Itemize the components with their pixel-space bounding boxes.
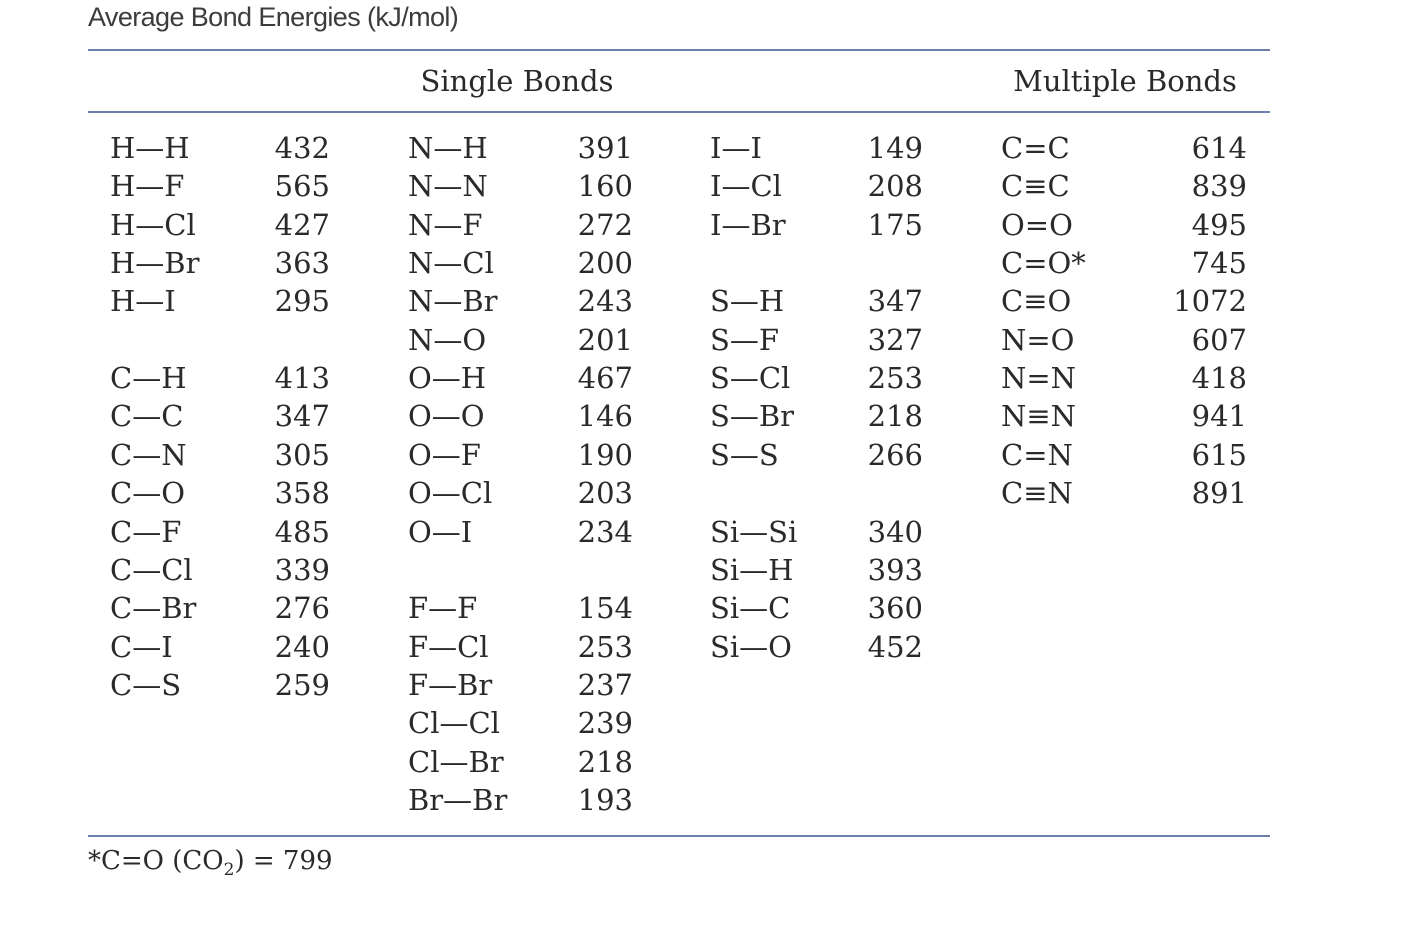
bond-label: C—F xyxy=(110,514,182,549)
page-title: Average Bond Energies (kJ/mol) xyxy=(88,2,459,32)
bond-label: C—Cl xyxy=(110,552,193,587)
footnote-suffix: ) = 799 xyxy=(234,846,333,876)
bond-label: Si—H xyxy=(710,552,794,587)
bond-label: C—S xyxy=(110,667,182,702)
bond-energy-value: 432 xyxy=(274,131,330,165)
footnote xyxy=(88,846,333,880)
bond-label: O=O xyxy=(1001,207,1073,242)
bond-label: O—Cl xyxy=(408,476,493,511)
bond-energy-value: 391 xyxy=(577,131,633,165)
bond-energy-value: 485 xyxy=(274,514,330,549)
bond-energy-value: 565 xyxy=(274,169,330,204)
bond-label: C—C xyxy=(110,399,184,434)
bond-label: N≡N xyxy=(1001,399,1077,434)
bottom-rule xyxy=(88,835,1270,837)
bond-label: H—F xyxy=(110,169,185,204)
bond-energy-value: 253 xyxy=(867,361,923,396)
bond-label: H—Br xyxy=(110,246,200,281)
bond-label: N—Cl xyxy=(408,246,494,281)
bond-energy-value: 452 xyxy=(867,629,923,664)
bond-energy-value: 358 xyxy=(274,476,330,511)
single-bonds-header: Single Bonds xyxy=(420,64,614,98)
bond-label: C—H xyxy=(110,361,187,396)
bond-label: N=N xyxy=(1001,361,1077,396)
bond-energy-value: 427 xyxy=(274,207,330,242)
bond-label: Si—Si xyxy=(710,514,798,549)
bond-energy-value xyxy=(803,245,923,281)
bond-energy-value xyxy=(803,475,923,511)
bond-energy-value: 203 xyxy=(577,476,633,511)
bond-energy-value xyxy=(513,552,633,588)
bond-energy-value: 239 xyxy=(577,706,633,741)
bond-label: O—H xyxy=(408,361,487,396)
header-rule xyxy=(88,111,1270,113)
bond-energy-value: 607 xyxy=(1191,322,1247,357)
bond-energy-value: 146 xyxy=(577,399,633,434)
bond-label: C=C xyxy=(1001,131,1070,165)
bond-energy-value: 175 xyxy=(867,207,923,242)
bond-label: C≡N xyxy=(1001,476,1073,511)
bond-energy-value: 467 xyxy=(577,361,633,396)
bond-label: N—Br xyxy=(408,284,498,319)
bond-label: C—Br xyxy=(110,591,197,626)
bond-label: Cl—Cl xyxy=(408,706,500,741)
bond-energy-value: 276 xyxy=(274,591,330,626)
bond-label: F—F xyxy=(408,591,478,626)
bond-label: C=N xyxy=(1001,437,1073,472)
bond-energy-value: 208 xyxy=(867,169,923,204)
bond-energy-value xyxy=(210,322,330,358)
bond-label: S—S xyxy=(710,437,779,472)
bond-label: N—F xyxy=(408,207,483,242)
bond-label: I—Br xyxy=(710,207,786,242)
bond-label: O—O xyxy=(408,399,485,434)
top-rule xyxy=(88,49,1270,51)
bond-energy-value: 240 xyxy=(274,629,330,664)
bond-label: S—H xyxy=(710,284,785,319)
bond-label: Si—O xyxy=(710,629,792,664)
bond-energy-value: 495 xyxy=(1191,207,1247,242)
bond-energy-value: 418 xyxy=(1191,361,1247,396)
bond-energy-value: 891 xyxy=(1191,476,1247,511)
bond-label: N=O xyxy=(1001,322,1075,357)
bond-label: S—F xyxy=(710,322,779,357)
bond-energy-value: 339 xyxy=(274,552,330,587)
bond-energy-value: 347 xyxy=(274,399,330,434)
multiple-bonds-header: Multiple Bonds xyxy=(1013,64,1237,98)
bond-energy-value: 413 xyxy=(274,361,330,396)
bond-energy-value: 393 xyxy=(867,552,923,587)
bond-energy-value: 154 xyxy=(577,591,633,626)
bond-label: N—H xyxy=(408,131,488,165)
bond-energy-value: 234 xyxy=(577,514,633,549)
bond-label: H—I xyxy=(110,284,176,319)
bond-label: C—N xyxy=(110,437,187,472)
bond-label: O—I xyxy=(408,514,473,549)
bond-label: H—H xyxy=(110,131,190,165)
bond-label: H—Cl xyxy=(110,207,196,242)
bond-energy-value: 614 xyxy=(1191,131,1247,165)
bond-energy-value: 360 xyxy=(867,591,923,626)
bond-label: C=O* xyxy=(1001,246,1086,281)
footnote-subscript: 2 xyxy=(223,860,235,881)
bond-label: I—I xyxy=(710,131,762,165)
bond-energy-value: 243 xyxy=(577,284,633,319)
bond-label: S—Br xyxy=(710,399,795,434)
bond-energy-value: 149 xyxy=(867,131,923,165)
bond-energy-value: 237 xyxy=(577,667,633,702)
bond-energy-value: 1072 xyxy=(1173,284,1247,319)
bond-energy-value: 839 xyxy=(1191,169,1247,204)
footnote-prefix: *C=O (CO xyxy=(88,846,224,876)
bond-energy-value: 305 xyxy=(274,437,330,472)
bond-label: S—Cl xyxy=(710,361,791,396)
bond-energy-value: 340 xyxy=(867,514,923,549)
bond-energy-value: 327 xyxy=(867,322,923,357)
bond-energy-value: 347 xyxy=(867,284,923,319)
bond-energy-value: 218 xyxy=(867,399,923,434)
bond-label: C—O xyxy=(110,476,185,511)
bond-label: Br—Br xyxy=(408,782,508,817)
bond-label: F—Cl xyxy=(408,629,489,664)
bond-label: C≡O xyxy=(1001,284,1072,319)
bond-label: F—Br xyxy=(408,667,493,702)
bond-energy-value: 745 xyxy=(1191,246,1247,281)
bond-label: O—F xyxy=(408,437,481,472)
bond-energy-value: 272 xyxy=(577,207,633,242)
bond-label: N—O xyxy=(408,322,487,357)
bond-energy-value: 160 xyxy=(577,169,633,204)
bond-energy-value: 200 xyxy=(577,246,633,281)
bond-energy-value: 295 xyxy=(274,284,330,319)
bond-label: N—N xyxy=(408,169,488,204)
bond-energy-value: 615 xyxy=(1191,437,1247,472)
bond-label: I—Cl xyxy=(710,169,782,204)
bond-energy-value: 218 xyxy=(577,744,633,779)
bond-energy-value: 941 xyxy=(1191,399,1247,434)
bond-label: Cl—Br xyxy=(408,744,504,779)
bond-energy-value: 190 xyxy=(577,437,633,472)
bond-label: C—I xyxy=(110,629,173,664)
bond-label: C≡C xyxy=(1001,169,1070,204)
bond-energy-value: 266 xyxy=(867,437,923,472)
bond-energy-value: 201 xyxy=(577,322,633,357)
bond-label: Si—C xyxy=(710,591,791,626)
bond-energy-value: 193 xyxy=(577,782,633,817)
bond-energy-value: 259 xyxy=(274,667,330,702)
bond-energy-value: 253 xyxy=(577,629,633,664)
bond-energy-value: 363 xyxy=(274,246,330,281)
